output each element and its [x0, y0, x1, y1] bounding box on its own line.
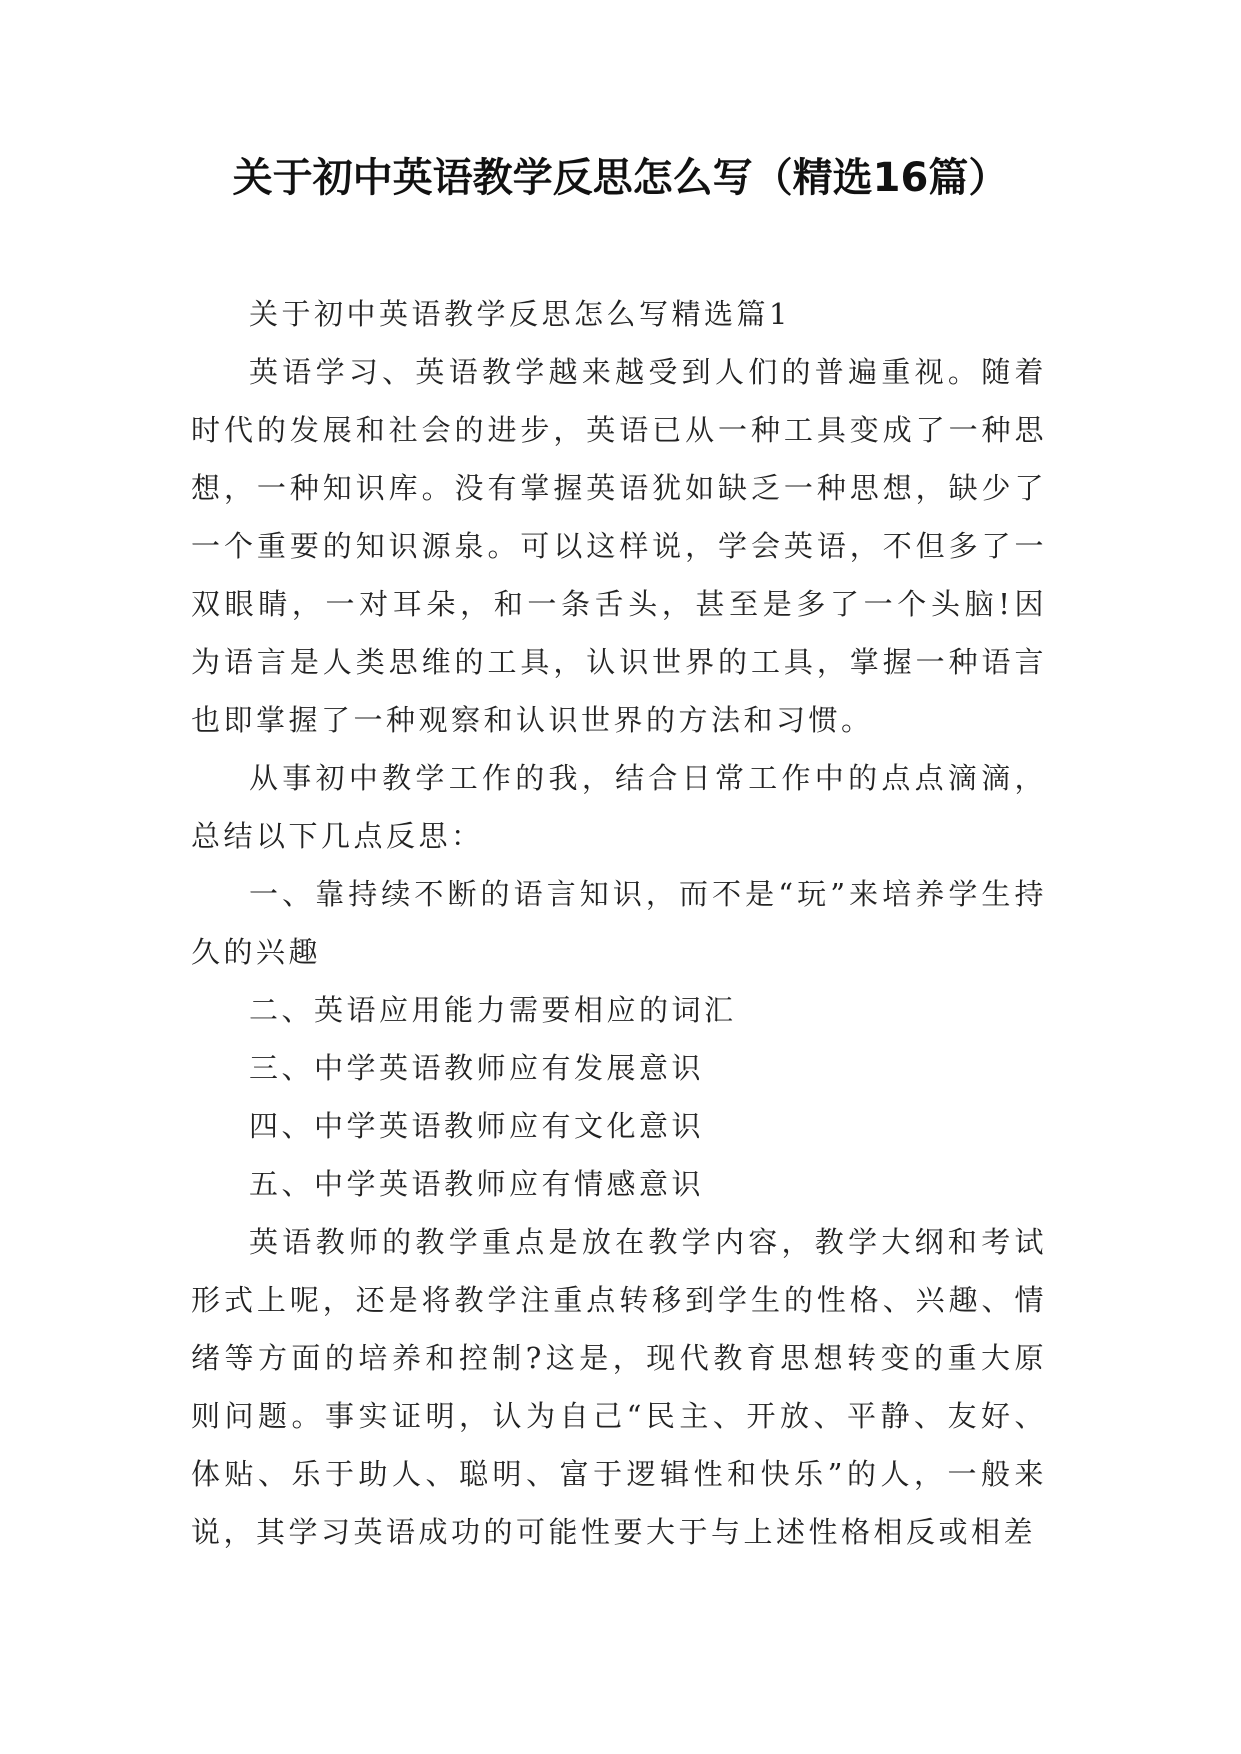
list-item: 四、中学英语教师应有文化意识 [249, 1109, 705, 1143]
section-heading: 关于初中英语教学反思怎么写精选篇1 [249, 297, 791, 331]
list-item: 一、靠持续不断的语言知识，而不是“玩”来培养学生持久的兴趣 [191, 877, 1047, 969]
list-item: 五、中学英语教师应有情感意识 [249, 1167, 705, 1201]
document-title: 关于初中英语教学反思怎么写（精选16篇） [232, 155, 1009, 201]
paragraph: 从事初中教学工作的我，结合日常工作中的点点滴滴，总结以下几点反思： [191, 761, 1047, 853]
list-item: 三、中学英语教师应有发展意识 [249, 1051, 705, 1085]
document-body [191, 285, 1047, 1561]
list-item: 二、英语应用能力需要相应的词汇 [249, 993, 737, 1027]
paragraph: 英语教师的教学重点是放在教学内容，教学大纲和考试形式上呢，还是将教学注重点转移到学生的性格、兴趣、情绪等方面的培养和控制?这是，现代教育思想转变的重大原则问题。事实证明，认为自己“民主、开放、平静、友好、体贴、乐于助人、聪明、富于逻辑性和快乐”的人，一般来说，其学习英语成功的可能性要大于与上述性格相反或相差 [191, 1225, 1047, 1549]
paragraph: 英语学习、英语教学越来越受到人们的普遍重视。随着时代的发展和社会的进步，英语已从一种工具变成了一种思想，一种知识库。没有掌握英语犹如缺乏一种思想，缺少了一个重要的知识源泉。可以这样说，学会英语，不但多了一双眼睛，一对耳朵，和一条舌头，甚至是多了一个头脑!因为语言是人类思维的工具，认识世界的工具，掌握一种语言也即掌握了一种观察和认识世界的方法和习惯。 [191, 355, 1047, 737]
